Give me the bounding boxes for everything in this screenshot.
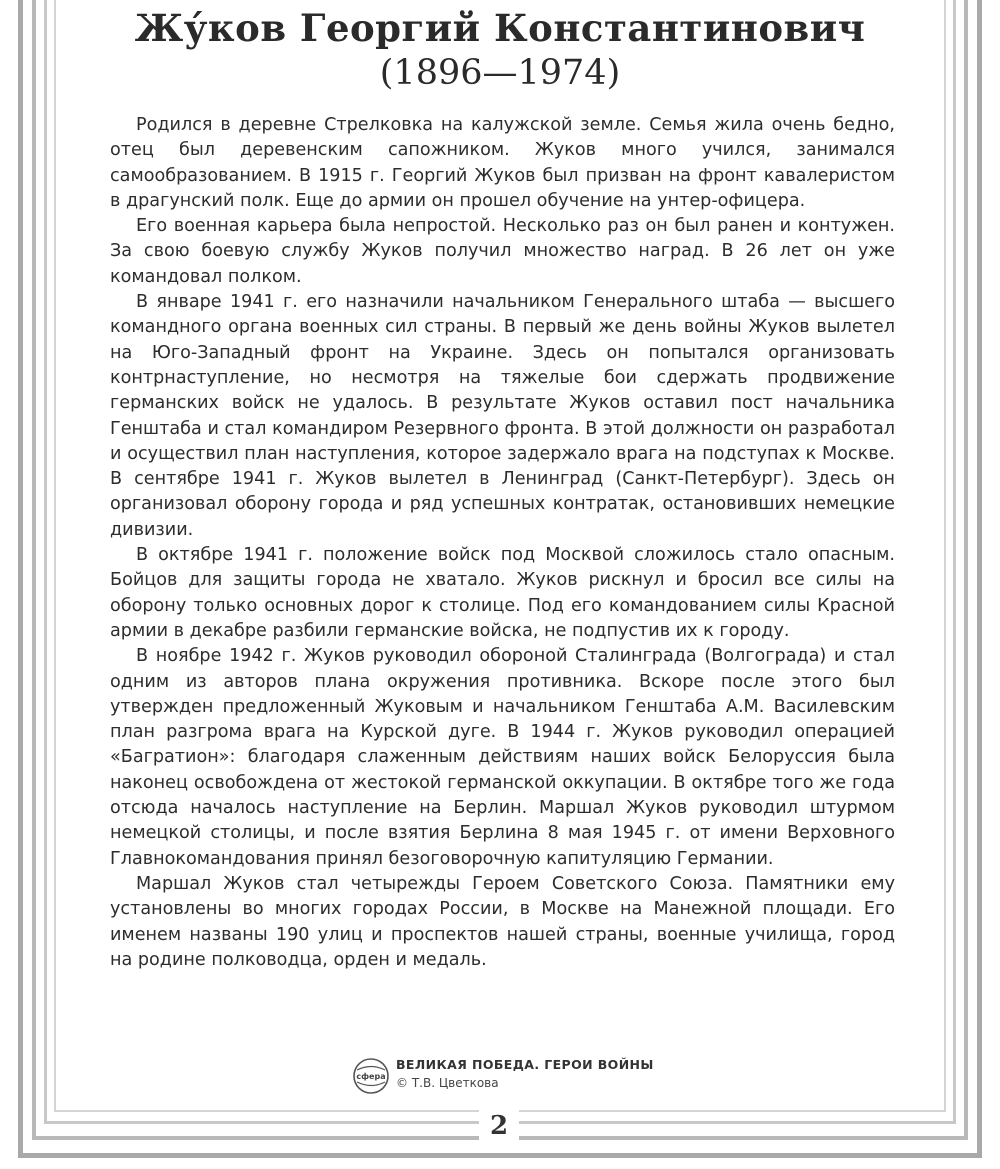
publisher-logo: [352, 1057, 390, 1095]
paragraph: Маршал Жуков стал четырежды Героем Советского Союза. Памятники ему установлены во многих городах России, в Москве на Манежной площади. Его именем названы 190 улиц и проспектов нашей страны, военные училища, город на родине полководца, орден и медаль.: [110, 873, 895, 970]
svg-text:сфера: сфера: [356, 1072, 386, 1081]
paragraph: Его военная карьера была непростой. Несколько раз он был ранен и контужен. За свою боевую службу Жуков получил множество наград. В 26 лет он уже командовал полком.: [110, 216, 895, 287]
series-title: ВЕЛИКАЯ ПОБЕДА. ГЕРОИ ВОЙНЫ: [396, 1057, 654, 1072]
paragraph: Родился в деревне Стрелковка на калужской земле. Семья жила очень бедно, отец был деревенским сапожником. Жуков много учился, занимался самообразованием. В 1915 г. Георгий Жуков был призван на фронт кавалеристом в драгунский полк. Еще до армии он прошел обучение на унтер-офицера.: [110, 115, 895, 211]
life-years: (1896—1974): [379, 53, 621, 93]
page-number: 2: [479, 1106, 519, 1146]
paragraph: В январе 1941 г. его назначили начальником Генерального штаба — высшего командного органа военных сил страны. В первый же день войны Жуков вылетел на Юго-Западный фронт на Украине. Здесь он попытался организовать контрнаступление, но несмотря на тяжелые бои сдержать продвижение германских войск не удалось. В результате Жуков оставил пост начальника Генштаба и стал командиром Резервного фронта. В этой должности он разработал и осуществил план наступления, которое задержало врага на подступах к Москве. В сентябре 1941 г. Жуков вылетел в Ленинград (Санкт-Петербург). Здесь он организовал оборону города и ряд успешных контратак, остановивших немецкие дивизии.: [110, 292, 895, 540]
page-title: Жу́ков Георгий Константинович: [134, 6, 866, 50]
paragraph: В октябре 1941 г. положение войск под Москвой сложилось стало опасным. Бойцов для защиты города не хватало. Жуков рискнул и бросил все силы на оборону только основных дорог к столице. Под его командованием силы Красной армии в декабре разбили германские войска, не подпустив их к городу.: [110, 545, 895, 641]
author-credit: © Т.В. Цветкова: [396, 1076, 499, 1090]
paragraph: В ноябре 1942 г. Жуков руководил обороной Сталинграда (Волгограда) и стал одним из авторов плана окружения противника. Вскоре после этого был утвержден предложенный Жуковым и начальником Генштаба А.М. Василевским план разгрома врага на Курской дуге. В 1944 г. Жуков руководил операцией «Багратион»: благодаря слаженным действиям наших войск Белоруссия была наконец освобождена от жестокой германской оккупации. В октябре того же года отсюда началось наступление на Берлин. Маршал Жуков руководил штурмом немецкой столицы, и после взятия Берлина 8 мая 1945 г. от имени Верховного Главнокомандования принял безоговорочную капитуляцию Германии.: [110, 646, 895, 869]
biography-text: [110, 113, 895, 973]
